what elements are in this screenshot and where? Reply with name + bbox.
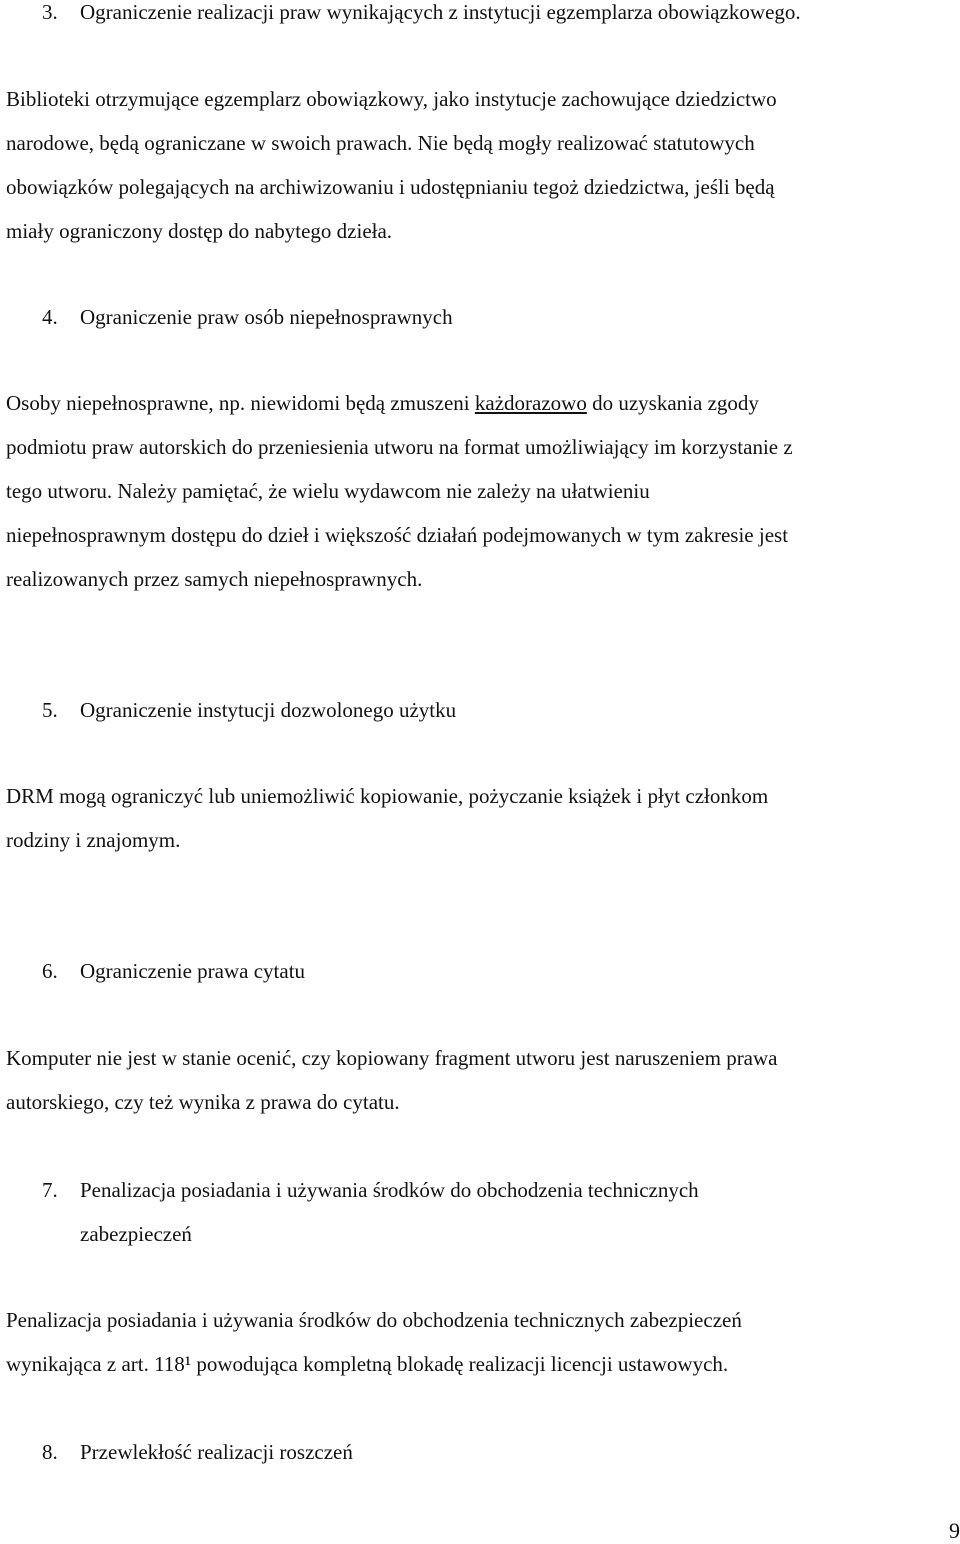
page-number: 9 <box>949 1518 960 1543</box>
section-8-number: 8. <box>42 1440 58 1464</box>
paragraph-line: obowiązków polegających na archiwizowaniu i udostępnianiu tegoż dziedzictwa, jeśli będą <box>6 175 775 199</box>
paragraph-text: Osoby niepełnosprawne, np. niewidomi będą zmuszeni <box>6 391 475 415</box>
section-3-paragraph <box>6 77 956 253</box>
section-6-number: 6. <box>42 959 58 983</box>
section-4-number: 4. <box>42 305 58 329</box>
section-4-paragraph <box>6 381 956 601</box>
section-3-number: 3. <box>42 0 58 24</box>
section-7-heading <box>42 1175 892 1263</box>
paragraph-line: tego utworu. Należy pamiętać, że wielu wydawcom nie zależy na ułatwieniu <box>6 479 650 503</box>
section-7-title-line: zabezpieczeń <box>80 1222 192 1246</box>
paragraph-line: realizowanych przez samych niepełnosprawnych. <box>6 567 423 591</box>
section-4-title: Ograniczenie praw osób niepełnosprawnych <box>80 305 453 329</box>
section-8-title: Przewlekłość realizacji roszczeń <box>80 1440 353 1464</box>
paragraph-line: podmiotu praw autorskich do przeniesienia utworu na format umożliwiający im korzystanie z <box>6 435 793 459</box>
paragraph-line: wynikająca z art. 118¹ powodująca kompletną blokadę realizacji licencji ustawowych. <box>6 1352 729 1376</box>
paragraph-line: rodziny i znajomym. <box>6 828 181 852</box>
section-3-title: Ograniczenie realizacji praw wynikających z instytucji egzemplarza obowiązkowego. <box>80 0 801 24</box>
section-5-number: 5. <box>42 698 58 722</box>
paragraph-text: do uzyskania zgody <box>586 391 759 415</box>
section-6-heading <box>42 956 305 986</box>
section-6-paragraph <box>6 1036 956 1124</box>
section-5-title: Ograniczenie instytucji dozwolonego użytku <box>80 698 457 722</box>
paragraph-line: miały ograniczony dostęp do nabytego dzieła. <box>6 219 393 243</box>
section-7-paragraph <box>6 1298 956 1386</box>
section-7-number: 7. <box>42 1178 58 1202</box>
paragraph-line: DRM mogą ograniczyć lub uniemożliwić kopiowanie, pożyczanie książek i płyt członkom <box>6 784 769 808</box>
paragraph-line: Komputer nie jest w stanie ocenić, czy kopiowany fragment utworu jest naruszeniem prawa <box>6 1046 778 1070</box>
paragraph-line: autorskiego, czy też wynika z prawa do cytatu. <box>6 1090 400 1114</box>
section-4-heading <box>42 302 453 332</box>
section-5-heading <box>42 695 456 725</box>
section-6-title: Ograniczenie prawa cytatu <box>80 959 306 983</box>
underlined-word: każdorazowo <box>474 391 587 415</box>
paragraph-line: niepełnosprawnym dostępu do dzieł i większość działań podejmowanych w tym zakresie jest <box>6 523 789 547</box>
section-5-paragraph <box>6 774 956 862</box>
paragraph-line: Penalizacja posiadania i używania środków do obchodzenia technicznych zabezpieczeń <box>6 1308 742 1332</box>
paragraph-line: narodowe, będą ograniczane w swoich prawach. Nie będą mogły realizować statutowych <box>6 131 755 155</box>
paragraph-line <box>6 381 956 425</box>
section-3-heading <box>42 0 801 27</box>
section-7-title-line: Penalizacja posiadania i używania środków do obchodzenia technicznych <box>80 1178 699 1202</box>
section-8-heading <box>42 1437 353 1467</box>
paragraph-line: Biblioteki otrzymujące egzemplarz obowiązkowy, jako instytucje zachowujące dziedzictwo <box>6 87 777 111</box>
